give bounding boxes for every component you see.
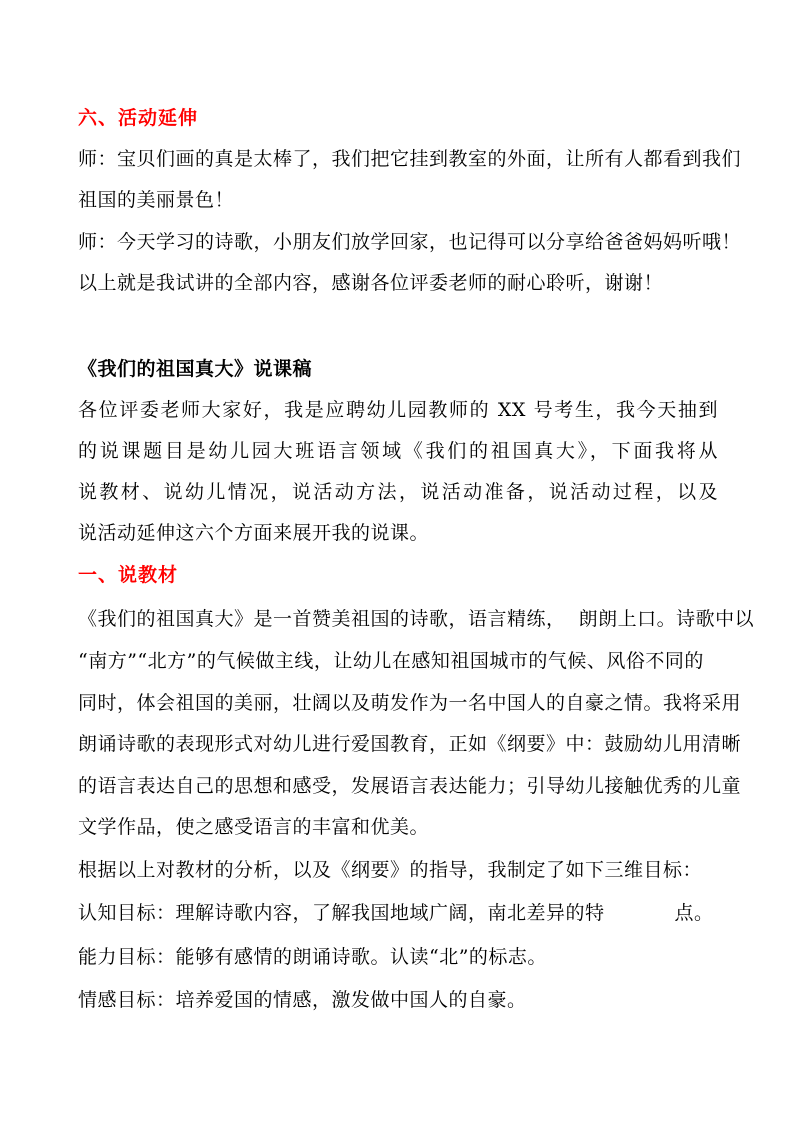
shuoke-intro-line-4: 说活动延伸这六个方面来展开我的说课。 xyxy=(78,522,430,544)
goal-cognitive-text: 认知目标：理解诗歌内容，了解我国地域广阔，南北差异的特 xyxy=(78,902,605,924)
goal-cognitive xyxy=(78,900,714,926)
section6-line-3: 师：今天学习的诗歌，小朋友们放学回家，也记得可以分享给爸爸妈妈听哦！ xyxy=(78,231,742,253)
shuoke-title: 《我们的祖国真大》说课稿 xyxy=(78,358,313,380)
shuoke-intro-line-3: 说教材、说幼儿情况，说活动方法，说活动准备，说活动过程，以及 xyxy=(78,481,718,503)
shuoke-intro-line-2: 的说课题目是幼儿园大班语言领域《我们的祖国真大》，下面我将从 xyxy=(78,440,718,462)
section1-line-2: “南方”“北方”的气候做主线，让幼儿在感知祖国城市的气候、风俗不同的 xyxy=(78,650,704,672)
section1-heading: 一、说教材 xyxy=(78,564,179,586)
section6-line-2: 祖国的美丽景色！ xyxy=(78,189,235,211)
goal-ability: 能力目标：能够有感情的朗诵诗歌。认读“北”的标志。 xyxy=(78,946,547,968)
shuoke-intro-line-1: 各位评委老师大家好，我是应聘幼儿园教师的 XX 号考生，我今天抽到 xyxy=(78,399,718,421)
section6-heading: 六、活动延伸 xyxy=(78,107,199,129)
section1-line-3: 同时，体会祖国的美丽，壮阔以及萌发作为一名中国人的自豪之情。我将采用 xyxy=(78,692,742,714)
section6-line-1: 师：宝贝们画的真是太棒了，我们把它挂到教室的外面，让所有人都看到我们 xyxy=(78,148,742,170)
goal-cognitive-end: 点。 xyxy=(674,902,714,924)
section1-line-6: 文学作品，使之感受语言的丰富和优美。 xyxy=(78,816,430,838)
section1-line-4: 朗诵诗歌的表现形式对幼儿进行爱国教育，正如《纲要》中：鼓励幼儿用清晰 xyxy=(78,733,742,755)
section1-line-1: 《我们的祖国真大》是一首赞美祖国的诗歌，语言精练， 朗朗上口。诗歌中以 xyxy=(78,608,755,630)
section6-line-4: 以上就是我试讲的全部内容，感谢各位评委老师的耐心聆听，谢谢！ xyxy=(78,272,664,294)
goal-emotion: 情感目标：培养爱国的情感，激发做中国人的自豪。 xyxy=(78,989,527,1011)
section1-line-5: 的语言表达自己的思想和感受，发展语言表达能力；引导幼儿接触优秀的儿童 xyxy=(78,775,742,797)
section1-line-7: 根据以上对教材的分析，以及《纲要》的指导，我制定了如下三维目标： xyxy=(78,859,703,881)
